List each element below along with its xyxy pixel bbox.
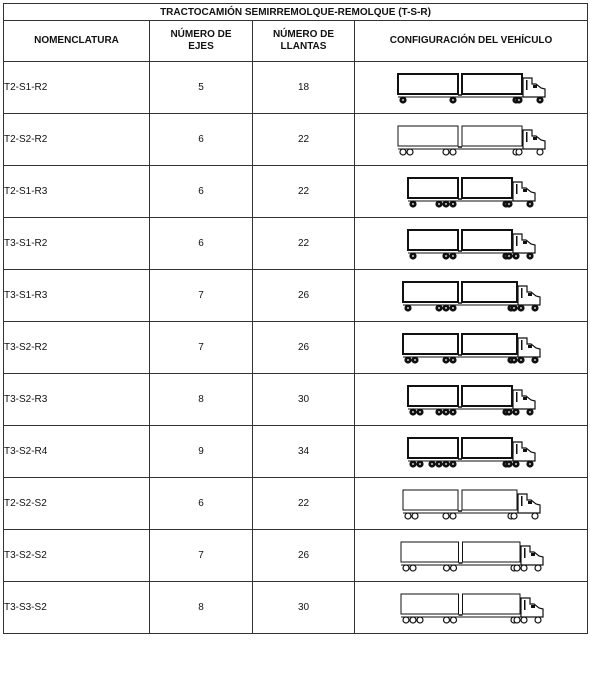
cell-nomenclatura: T3-S1-R2	[4, 218, 150, 270]
cell-ejes: 6	[150, 478, 253, 530]
cell-nomenclatura: T3-S3-S2	[4, 582, 150, 634]
table-row	[4, 270, 588, 322]
cell-configuracion	[355, 218, 588, 270]
table-row	[4, 322, 588, 374]
cell-configuracion	[355, 426, 588, 478]
cell-configuracion	[355, 62, 588, 114]
table-row	[4, 62, 588, 114]
cell-nomenclatura: T3-S2-S2	[4, 530, 150, 582]
cell-nomenclatura: T3-S2-R2	[4, 322, 150, 374]
truck-double-trailer-icon	[399, 536, 544, 576]
cell-llantas: 18	[253, 62, 355, 114]
table-row	[4, 582, 588, 634]
cell-ejes: 7	[150, 530, 253, 582]
header-ejes	[150, 21, 253, 62]
header-llantas-line1: NÚMERO DE	[272, 29, 335, 40]
cell-llantas: 26	[253, 530, 355, 582]
cell-configuracion	[355, 374, 588, 426]
cell-nomenclatura: T3-S1-R3	[4, 270, 150, 322]
cell-ejes: 7	[150, 270, 253, 322]
truck-double-trailer-icon	[406, 172, 536, 212]
table-header-row	[4, 21, 588, 62]
truck-double-trailer-icon	[396, 68, 546, 108]
table-row	[4, 166, 588, 218]
cell-llantas: 22	[253, 218, 355, 270]
truck-double-trailer-icon	[406, 432, 536, 472]
cell-configuracion	[355, 478, 588, 530]
header-nomenclatura: NOMENCLATURA	[4, 21, 150, 62]
cell-llantas: 30	[253, 374, 355, 426]
truck-double-trailer-icon	[401, 328, 541, 368]
header-ejes-line1: NÚMERO DE	[170, 29, 232, 40]
truck-double-trailer-icon	[396, 120, 546, 160]
header-ejes-line2: EJES	[188, 41, 214, 52]
cell-llantas: 22	[253, 114, 355, 166]
truck-double-trailer-icon	[406, 224, 536, 264]
cell-ejes: 9	[150, 426, 253, 478]
cell-ejes: 6	[150, 166, 253, 218]
table-row	[4, 530, 588, 582]
cell-nomenclatura: T3-S2-R3	[4, 374, 150, 426]
cell-configuracion	[355, 322, 588, 374]
cell-configuracion	[355, 114, 588, 166]
cell-nomenclatura: T2-S2-R2	[4, 114, 150, 166]
truck-double-trailer-icon	[406, 380, 536, 420]
cell-ejes: 7	[150, 322, 253, 374]
vehicle-configuration-table	[3, 3, 588, 634]
cell-nomenclatura: T2-S1-R2	[4, 62, 150, 114]
cell-ejes: 6	[150, 218, 253, 270]
cell-configuracion	[355, 530, 588, 582]
header-configuracion: CONFIGURACIÓN DEL VEHÍCULO	[355, 21, 588, 62]
cell-llantas: 26	[253, 322, 355, 374]
cell-llantas: 22	[253, 478, 355, 530]
cell-llantas: 30	[253, 582, 355, 634]
cell-configuracion	[355, 166, 588, 218]
table-row	[4, 478, 588, 530]
table-title: TRACTOCAMIÓN SEMIRREMOLQUE-REMOLQUE (T-S-R)	[4, 4, 588, 21]
cell-nomenclatura: T2-S2-S2	[4, 478, 150, 530]
cell-ejes: 5	[150, 62, 253, 114]
header-llantas-line2: LLANTAS	[280, 41, 327, 52]
cell-llantas: 22	[253, 166, 355, 218]
truck-double-trailer-icon	[401, 484, 541, 524]
cell-llantas: 34	[253, 426, 355, 478]
table-row	[4, 114, 588, 166]
cell-configuracion	[355, 582, 588, 634]
table-row	[4, 426, 588, 478]
table-row	[4, 218, 588, 270]
truck-double-trailer-icon	[399, 588, 544, 628]
cell-ejes: 8	[150, 374, 253, 426]
table-row	[4, 374, 588, 426]
cell-llantas: 26	[253, 270, 355, 322]
truck-double-trailer-icon	[401, 276, 541, 316]
cell-ejes: 6	[150, 114, 253, 166]
table-title-row	[4, 4, 588, 21]
cell-nomenclatura: T2-S1-R3	[4, 166, 150, 218]
header-llantas	[253, 21, 355, 62]
cell-configuracion	[355, 270, 588, 322]
cell-nomenclatura: T3-S2-R4	[4, 426, 150, 478]
cell-ejes: 8	[150, 582, 253, 634]
